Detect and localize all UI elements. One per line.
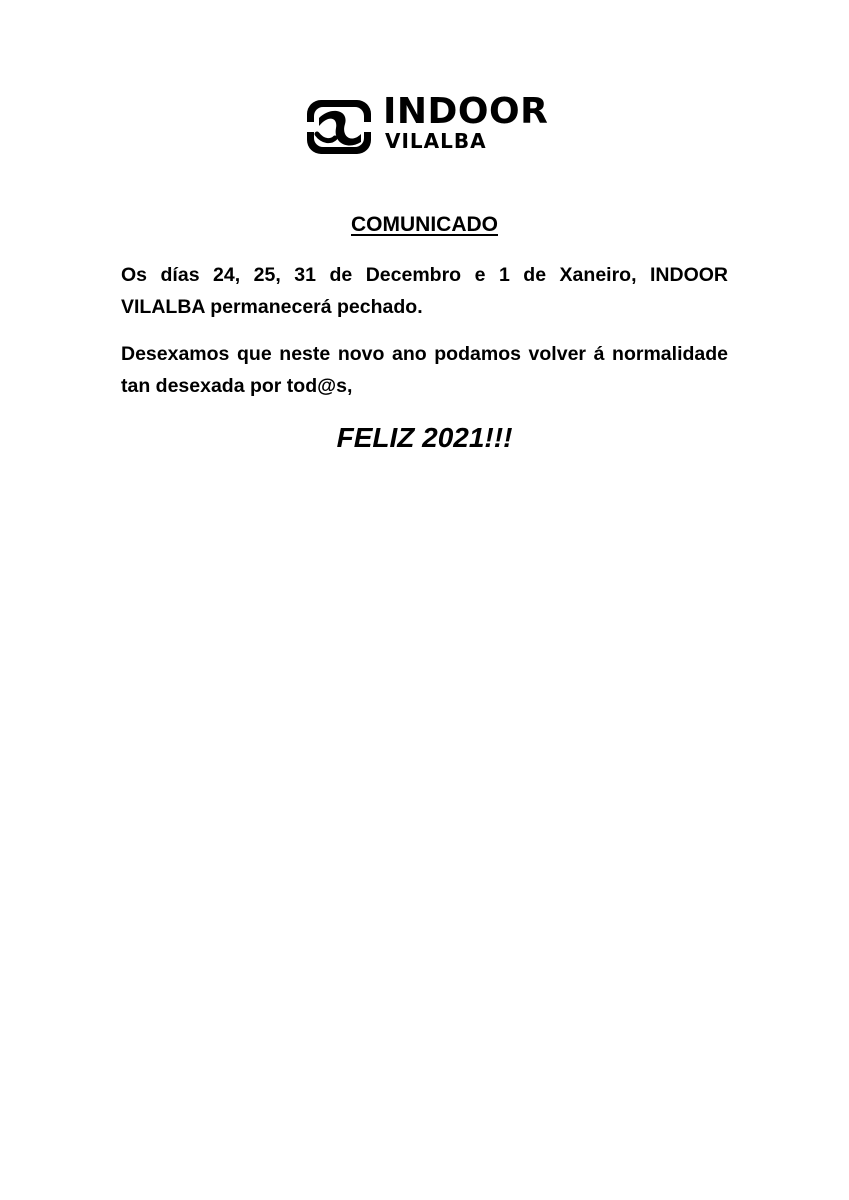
closure-paragraph: Os días 24, 25, 31 de Decembro e 1 de Xaneiro, INDOOR VILALBA permanecerá pechado. xyxy=(121,264,728,318)
logo-text-vilalba: VILALBA xyxy=(385,129,487,153)
logo-text-indoor: INDOOR xyxy=(383,91,549,132)
tennis-ball-icon xyxy=(305,98,373,156)
notice-title: COMUNICADO xyxy=(351,213,498,236)
wishes-paragraph: Desexamos que neste novo ano podamos volver á normalidade tan desexada por tod@s, xyxy=(121,343,728,397)
indoor-vilalba-logo xyxy=(305,91,549,160)
new-year-greeting: FELIZ 2021!!! xyxy=(336,422,513,453)
